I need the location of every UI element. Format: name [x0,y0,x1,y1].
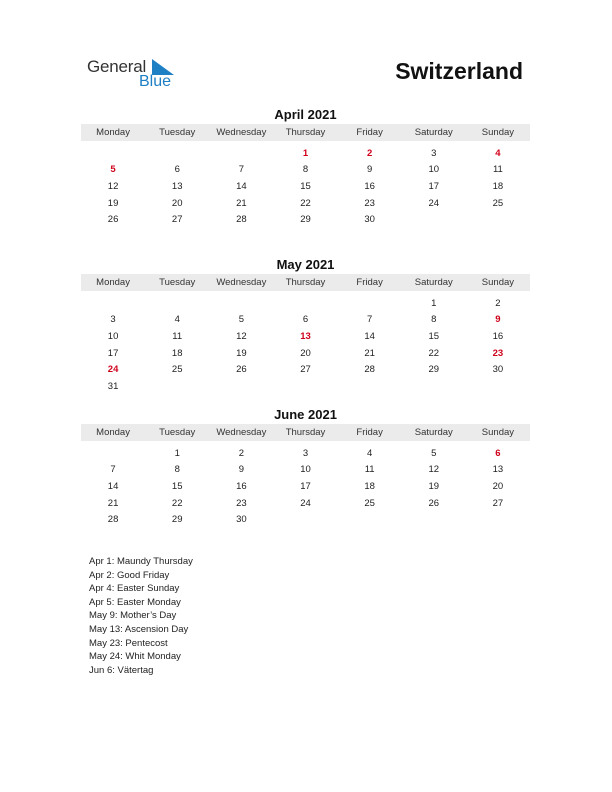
day-cell: 26 [236,364,247,376]
holiday-day-cell: 23 [492,347,504,359]
day-cell: 7 [110,464,116,476]
day-cell: 8 [174,464,180,476]
weekday-label: Thursday [285,277,326,288]
day-cell: 14 [236,180,247,192]
day-cell: 27 [171,214,183,226]
day-cell: 17 [107,347,119,359]
day-cell: 10 [428,164,440,176]
weekday-label: Friday [356,427,383,438]
week-row [81,295,530,312]
month-calendar [81,256,530,395]
month-title: June 2021 [274,407,337,422]
day-cell: 1 [174,447,180,459]
day-cell: 8 [302,164,309,176]
day-cell: 28 [364,364,375,376]
weekday-label: Monday [96,427,130,438]
holiday-day-cell: 5 [110,164,116,176]
holiday-day-cell: 1 [302,147,309,159]
day-cell: 8 [431,314,437,326]
week-row [81,445,530,462]
holiday-entry: Jun 6: Vätertag [89,664,154,676]
day-cell: 25 [171,364,183,376]
day-cell: 13 [171,180,183,192]
day-cell: 2 [495,297,501,309]
weekday-label: Saturday [414,127,453,138]
day-cell: 15 [428,330,440,342]
day-cell: 29 [171,514,183,526]
day-cell: 14 [364,330,375,342]
holiday-day-cell: 6 [495,447,501,459]
week-row [81,195,530,212]
holiday-entry: May 23: Pentecost [89,637,168,649]
day-cell: 30 [492,364,504,376]
holiday-entry: May 24: Whit Monday [89,651,181,663]
day-cell: 14 [107,480,119,492]
week-row [81,345,530,362]
day-cell: 17 [300,480,311,492]
day-cell: 17 [428,180,440,192]
weekday-label: Monday [96,277,130,288]
month-title: April 2021 [274,107,337,122]
day-cell: 2 [238,447,244,459]
day-cell: 11 [364,464,375,476]
holiday-list [89,555,193,677]
logo-general-text: General [87,57,147,76]
day-cell: 18 [171,347,183,359]
weekday-header-row [81,424,530,441]
weekday-label: Tuesday [159,427,196,438]
logo-blue-text: Blue [139,73,172,90]
week-row [81,162,530,179]
day-cell: 3 [431,147,437,159]
day-cell: 6 [302,314,309,326]
holiday-entry: Apr 1: Maundy Thursday [89,556,193,567]
day-cell: 22 [300,197,311,209]
weekday-label: Wednesday [216,127,267,138]
week-row [81,495,530,512]
month-title: May 2021 [276,257,335,272]
holiday-entry: Apr 5: Easter Monday [89,596,181,608]
holiday-day-cell: 2 [366,147,373,159]
day-cell: 30 [236,514,247,526]
day-cell: 28 [236,214,247,226]
day-cell: 21 [236,197,247,209]
day-cell: 22 [171,497,183,509]
day-cell: 7 [238,164,244,176]
day-cell: 16 [236,480,247,492]
weekday-label: Friday [356,277,383,288]
day-cell: 15 [171,480,183,492]
day-cell: 1 [431,297,437,309]
day-cell: 31 [107,380,119,392]
week-row [81,361,530,378]
weekday-label: Sunday [481,127,515,138]
day-cell: 25 [492,197,504,209]
day-cell: 10 [107,330,119,342]
day-cell: 21 [364,347,375,359]
week-row [81,478,530,495]
holiday-entry: Apr 2: Good Friday [89,569,170,581]
day-cell: 27 [300,364,311,376]
weekday-label: Monday [96,127,130,138]
country-title: Switzerland [395,58,523,84]
holiday-day-cell: 13 [300,330,311,342]
weekday-label: Tuesday [159,277,196,288]
week-row [81,328,530,345]
day-cell: 3 [302,447,309,459]
weekday-label: Friday [356,127,383,138]
holiday-entry: May 9: Mother’s Day [89,610,177,622]
day-cell: 20 [492,480,504,492]
day-cell: 12 [236,330,247,342]
day-cell: 20 [171,197,183,209]
day-cell: 5 [238,314,244,326]
day-cell: 23 [364,197,375,209]
day-cell: 7 [366,314,373,326]
day-cell: 12 [107,180,119,192]
weekday-header-row [81,124,530,141]
week-row [81,211,530,228]
day-cell: 29 [428,364,440,376]
weekday-label: Sunday [481,427,515,438]
week-row [81,462,530,479]
holiday-entry: May 13: Ascension Day [89,623,189,635]
day-cell: 24 [428,197,440,209]
day-cell: 25 [364,497,375,509]
day-cell: 11 [492,164,503,176]
day-cell: 28 [107,514,119,526]
weekday-label: Sunday [481,277,515,288]
day-cell: 5 [431,447,437,459]
day-cell: 20 [300,347,311,359]
day-cell: 24 [300,497,311,509]
day-cell: 22 [428,347,440,359]
day-cell: 18 [364,480,375,492]
holiday-day-cell: 9 [495,314,501,326]
day-cell: 30 [364,214,375,226]
weekday-label: Wednesday [216,427,267,438]
day-cell: 16 [492,330,504,342]
day-cell: 9 [238,464,244,476]
day-cell: 12 [428,464,440,476]
weekday-label: Tuesday [159,127,196,138]
weekday-header-row [81,274,530,291]
weekday-label: Saturday [414,427,453,438]
holiday-entry: Apr 4: Easter Sunday [89,583,180,595]
weekday-label: Thursday [285,427,326,438]
generalblue-logo [87,57,187,93]
week-row [81,511,530,528]
day-cell: 21 [107,497,119,509]
day-cell: 3 [110,314,116,326]
week-row [81,145,530,162]
weekday-label: Thursday [285,127,326,138]
week-row [81,312,530,329]
holiday-day-cell: 24 [107,364,119,376]
day-cell: 26 [428,497,440,509]
month-calendar [81,106,530,228]
day-cell: 13 [492,464,504,476]
day-cell: 18 [492,180,504,192]
weekday-label: Saturday [414,277,453,288]
day-cell: 19 [236,347,247,359]
month-calendar [81,406,530,528]
day-cell: 9 [366,164,373,176]
day-cell: 26 [107,214,119,226]
day-cell: 19 [428,480,440,492]
day-cell: 4 [366,447,373,459]
week-row [81,378,530,395]
week-row [81,178,530,195]
day-cell: 6 [174,164,180,176]
day-cell: 15 [300,180,311,192]
day-cell: 29 [300,214,311,226]
day-cell: 16 [364,180,375,192]
weekday-label: Wednesday [216,277,267,288]
day-cell: 27 [492,497,504,509]
day-cell: 10 [300,464,311,476]
day-cell: 11 [172,330,183,342]
day-cell: 19 [107,197,119,209]
holiday-day-cell: 4 [495,147,501,159]
day-cell: 4 [174,314,180,326]
day-cell: 23 [236,497,247,509]
